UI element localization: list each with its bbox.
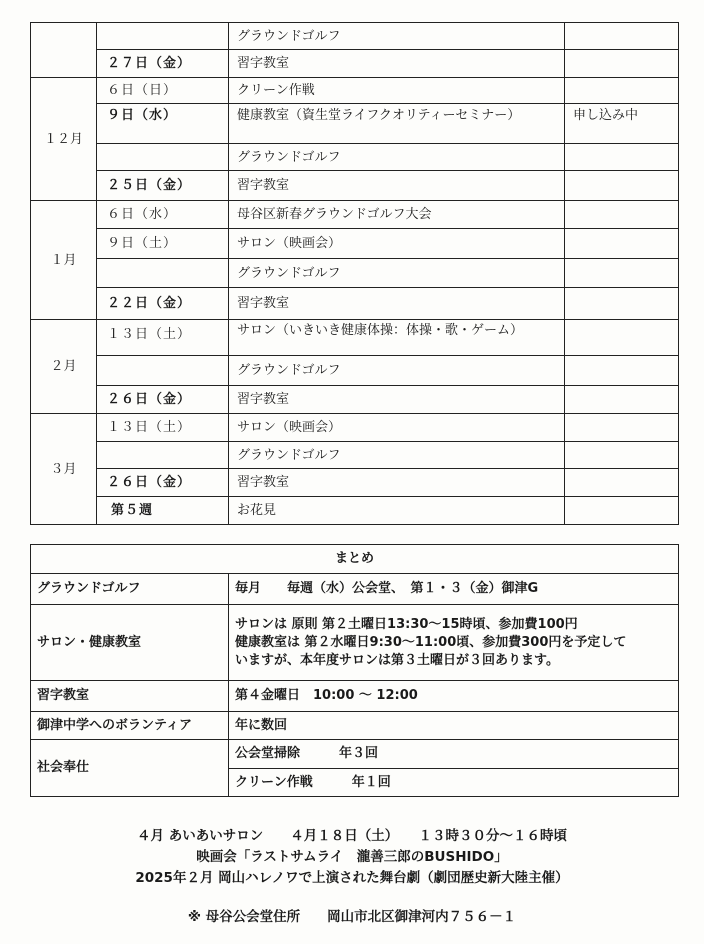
footer-salon-line: ４月 あいあいサロン ４月１８日（土） １３時３０分〜１６時頃 <box>137 828 567 844</box>
summary-label-groundgolf: グラウンドゴルフ <box>31 574 229 605</box>
schedule-row <box>31 78 679 104</box>
month-cell: ３月 <box>31 414 97 525</box>
footer-stage-line: 2025年２月 岡山ハレノワで上演された舞台劇（劇団歴史新大陸主催） <box>135 870 569 886</box>
date-cell: ２６日（金） <box>97 386 229 414</box>
note-cell <box>565 144 679 171</box>
schedule-row <box>31 144 679 171</box>
event-cell: クリーン作戦 <box>229 78 565 104</box>
date-cell <box>97 23 229 50</box>
schedule-row <box>31 356 679 386</box>
date-cell <box>97 356 229 386</box>
date-cell <box>97 144 229 171</box>
event-cell: 母谷区新春グラウンドゴルフ大会 <box>229 201 565 229</box>
summary-header: まとめ <box>31 545 679 574</box>
schedule-row <box>31 23 679 50</box>
month-cell: １２月 <box>31 78 97 201</box>
schedule-row <box>31 288 679 320</box>
salon-line: 健康教室は 第２水曜日9:30〜11:00頃、参加費300円を予定して <box>235 634 627 650</box>
summary-label-salon: サロン・健康教室 <box>31 605 229 681</box>
schedule-row <box>31 171 679 201</box>
event-cell: グラウンドゴルフ <box>229 23 565 50</box>
note-cell <box>565 23 679 50</box>
date-cell <box>97 442 229 469</box>
note-cell <box>565 320 679 356</box>
date-cell: ２２日（金） <box>97 288 229 320</box>
schedule-row <box>31 442 679 469</box>
summary-label-volunteer: 御津中学へのボランティア <box>31 712 229 740</box>
event-cell: お花見 <box>229 497 565 525</box>
schedule-row <box>31 386 679 414</box>
date-cell: ９日（水） <box>97 104 229 144</box>
note-cell <box>565 229 679 259</box>
date-cell: ２５日（金） <box>97 171 229 201</box>
summary-label-social: 社会奉仕 <box>31 740 229 797</box>
schedule-row <box>31 414 679 442</box>
schedule-row <box>31 320 679 356</box>
event-cell: サロン（映画会） <box>229 414 565 442</box>
summary-text-social: 公会堂掃除 年３回 <box>229 740 679 769</box>
event-cell: グラウンドゴルフ <box>229 144 565 171</box>
note-cell <box>565 259 679 288</box>
note-cell <box>565 356 679 386</box>
schedule-row <box>31 497 679 525</box>
date-cell: ２６日（金） <box>97 469 229 497</box>
schedule-row <box>31 201 679 229</box>
salon-line: いますが、本年度サロンは第３土曜日が３回あります。 <box>235 652 559 668</box>
event-cell: サロン（映画会） <box>229 229 565 259</box>
event-cell: グラウンドゴルフ <box>229 442 565 469</box>
summary-text-shuji: 第４金曜日 10:00 〜 12:00 <box>229 681 679 712</box>
note-cell <box>565 386 679 414</box>
date-cell: １３日（土） <box>97 320 229 356</box>
salon-line: サロンは 原則 第２土曜日13:30〜15時頃、参加費100円 <box>235 616 578 632</box>
summary-text-social: クリーン作戦 年１回 <box>229 769 679 797</box>
note-cell <box>565 442 679 469</box>
event-cell: グラウンドゴルフ <box>229 259 565 288</box>
footer-address-line: ※ 母谷公会堂住所 岡山市北区御津河内７５６－１ <box>187 909 517 925</box>
note-cell <box>565 288 679 320</box>
schedule-row <box>31 229 679 259</box>
month-cell: １月 <box>31 201 97 320</box>
schedule-table <box>30 22 679 525</box>
note-cell <box>565 201 679 229</box>
event-cell: 習字教室 <box>229 50 565 78</box>
month-cell: ２月 <box>31 320 97 414</box>
note-cell <box>565 171 679 201</box>
date-cell: １３日（土） <box>97 414 229 442</box>
event-cell: 習字教室 <box>229 469 565 497</box>
date-cell: ２７日（金） <box>97 50 229 78</box>
footer-movie-line: 映画会「ラストサムライ 瀧善三郎のBUSHIDO」 <box>196 849 508 865</box>
event-cell: 習字教室 <box>229 288 565 320</box>
note-cell <box>565 497 679 525</box>
month-cell <box>31 23 97 78</box>
date-cell: ６日（水） <box>97 201 229 229</box>
note-cell: 申し込み中 <box>565 104 679 144</box>
note-cell <box>565 414 679 442</box>
date-cell: ６日（日） <box>97 78 229 104</box>
event-cell: 習字教室 <box>229 171 565 201</box>
schedule-row <box>31 50 679 78</box>
date-cell <box>97 259 229 288</box>
schedule-row <box>31 104 679 144</box>
schedule-row <box>31 259 679 288</box>
note-cell <box>565 469 679 497</box>
note-cell <box>565 78 679 104</box>
event-cell: 健康教室（資生堂ライフクオリティーセミナー） <box>229 104 565 144</box>
summary-text-groundgolf: 毎月 毎週（水）公会堂、 第１・３（金）御津G <box>229 574 679 605</box>
event-cell: グラウンドゴルフ <box>229 356 565 386</box>
summary-table <box>30 544 679 797</box>
date-cell: 第５週 <box>97 497 229 525</box>
summary-text-volunteer: 年に数回 <box>229 712 679 740</box>
summary-label-shuji: 習字教室 <box>31 681 229 712</box>
summary-text-salon <box>229 605 679 681</box>
note-cell <box>565 50 679 78</box>
schedule-row <box>31 469 679 497</box>
event-cell: サロン（いきいき健康体操：体操・歌・ゲーム） <box>229 320 565 356</box>
event-cell: 習字教室 <box>229 386 565 414</box>
date-cell: ９日（土） <box>97 229 229 259</box>
